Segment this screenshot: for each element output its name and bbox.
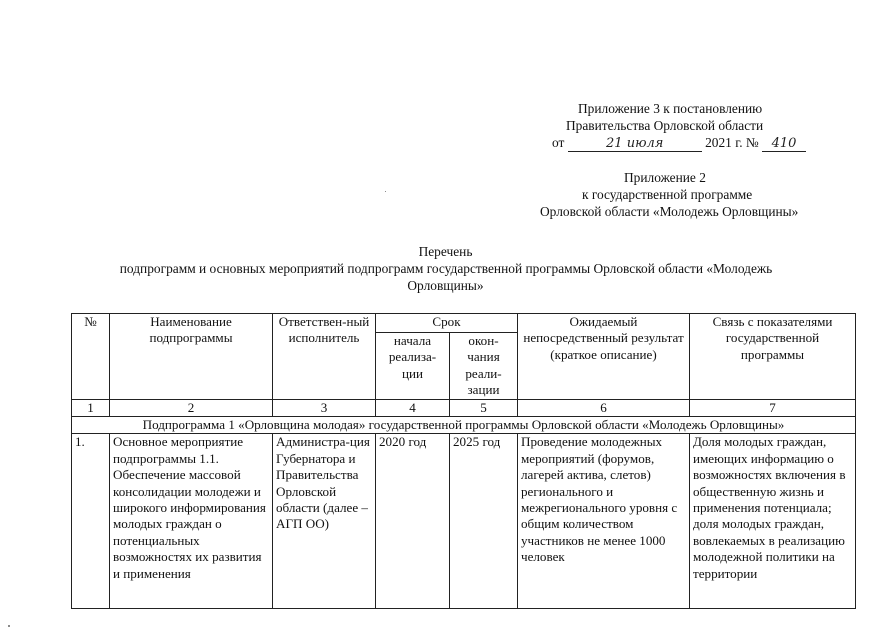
from-prefix: от (552, 135, 565, 150)
header-num: № (72, 314, 110, 400)
row-num: 1. (72, 434, 110, 609)
col-number-3: 3 (273, 399, 376, 416)
appendix-header (540, 100, 840, 152)
header-link: Связь с показателями государственной программы (690, 314, 856, 400)
row-result: Проведение молодежных мероприятий (форумов, лагерей актива, слетов) регионального и межрегионального уровня с общим количеством участников не менее 1000 человек (518, 434, 690, 609)
title-line3: Орловщины» (407, 278, 484, 293)
subprogram-row (72, 417, 856, 434)
scan-speck (385, 191, 386, 192)
program-appendix-line2: к государственной программе (582, 187, 753, 202)
program-appendix-line3: Орловской области «Молодежь Орловщины» (540, 204, 799, 219)
table-row (72, 434, 856, 609)
header-row-1 (72, 314, 856, 333)
row-end: 2025 год (450, 434, 518, 609)
appendix-line1: Приложение 3 к постановлению (578, 101, 763, 116)
header-result: Ожидаемый непосредственный результат (краткое описание) (518, 314, 690, 400)
col-number-2: 2 (110, 399, 273, 416)
scan-speck (8, 625, 10, 627)
title-line1: Перечень (418, 244, 473, 259)
col-number-4: 4 (376, 399, 450, 416)
document-title (0, 243, 891, 294)
handwritten-number: 410 (762, 137, 806, 152)
column-numbers-row (72, 399, 856, 416)
program-appendix-header (540, 169, 840, 220)
header-responsible: Ответствен-ный исполнитель (273, 314, 376, 400)
col-number-1: 1 (72, 399, 110, 416)
col-number-6: 6 (518, 399, 690, 416)
row-name: Основное мероприятие подпрограммы 1.1. Обеспечение массовой консолидации молодежи и широкого информирования молодых граждан о потенциальных возможностях их развития и применения (110, 434, 273, 609)
header-term-end: окон-чания реали-зации (450, 333, 518, 400)
subprogram-title: Подпрограмма 1 «Орловщина молодая» государственной программы Орловской области «Молодежь Орловщины» (72, 417, 856, 434)
appendix-line2: Правительства Орловской области (566, 118, 764, 133)
row-link: Доля молодых граждан, имеющих информацию о возможностях включения в общественную жизнь и применения потенциала; доля молодых граждан, вовлекаемых в реализацию молодежной политики на территории (690, 434, 856, 609)
col-number-7: 7 (690, 399, 856, 416)
header-term: Срок (376, 314, 518, 333)
col-number-5: 5 (450, 399, 518, 416)
appendix-date-line (540, 134, 840, 152)
row-start: 2020 год (376, 434, 450, 609)
program-appendix-line1: Приложение 2 (624, 170, 706, 185)
subprograms-table (71, 313, 856, 609)
header-term-start: начала реализа-ции (376, 333, 450, 400)
handwritten-date: 21 июля (568, 137, 702, 152)
header-name: Наименование подпрограммы (110, 314, 273, 400)
year-number-label: 2021 г. № (705, 135, 759, 150)
row-responsible: Администра-ция Губернатора и Правительства Орловской области (далее – АГП ОО) (273, 434, 376, 609)
title-line2: подпрограмм и основных мероприятий подпрограмм государственной программы Орловской области «Молодежь (119, 261, 773, 276)
